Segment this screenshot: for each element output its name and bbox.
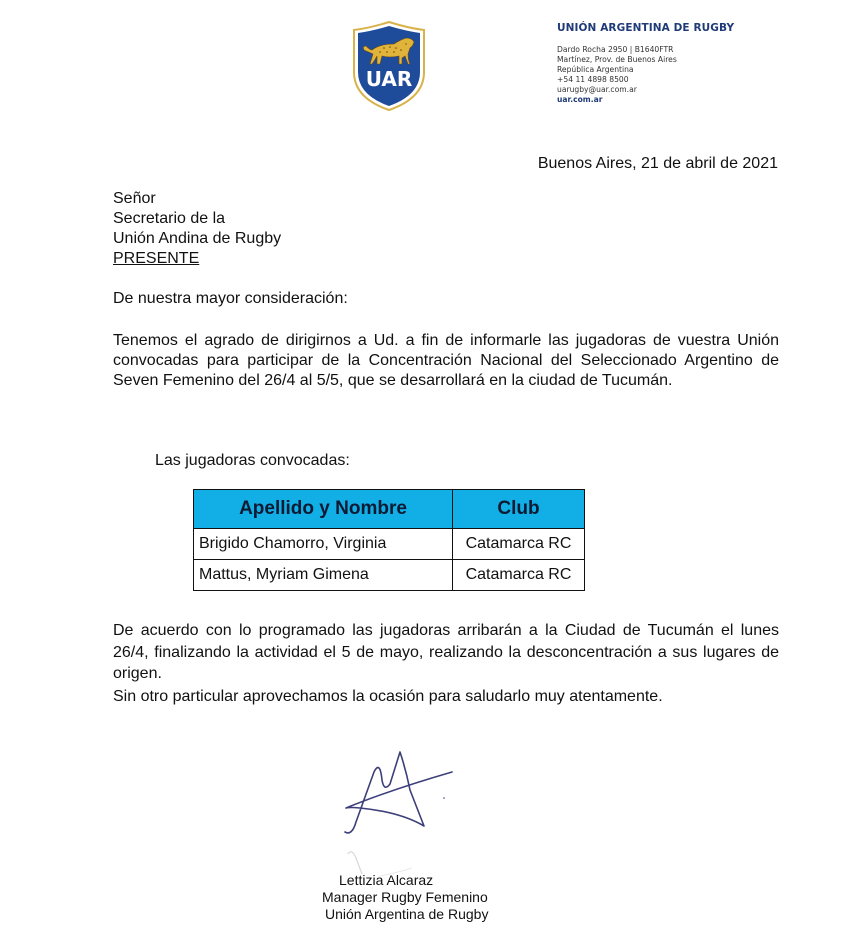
- svg-text:UAR: UAR: [365, 67, 413, 91]
- date-line: Buenos Aires, 21 de abril de 2021: [537, 155, 778, 172]
- players-list-intro: Las jugadoras convocadas:: [155, 452, 350, 469]
- website-link[interactable]: uar.com.ar: [557, 95, 603, 104]
- table-header-row: [194, 490, 585, 529]
- recipient-organization: Unión Andina de Rugby: [113, 230, 282, 247]
- signer-name: Lettizia Alcaraz: [339, 872, 434, 888]
- address-street: Dardo Rocha 2950 | B1640FTR: [557, 45, 674, 54]
- recipient-position: Secretario de la: [113, 210, 226, 227]
- recipient-presente: PRESENTE: [113, 250, 200, 267]
- org-name: UNIÓN ARGENTINA DE RUGBY: [557, 22, 735, 34]
- table-row: [194, 529, 585, 560]
- column-header-name: Apellido y Nombre: [194, 490, 453, 529]
- address-city: Martínez, Prov. de Buenos Aires: [557, 55, 677, 64]
- email-link[interactable]: uarugby@uar.com.ar: [557, 85, 637, 94]
- address-country: República Argentina: [557, 65, 634, 74]
- table-row: [194, 560, 585, 591]
- body-paragraph-2: De acuerdo con lo programado las jugadoras arribarán a la Ciudad de Tucumán el lunes 26/4, finalizando la actividad el 5 de mayo, realizando la desconcentración a sus lugares de origen.: [113, 622, 779, 682]
- player-club: Catamarca RC: [453, 560, 585, 591]
- player-name: Mattus, Myriam Gimena: [194, 560, 453, 591]
- player-name: Brigido Chamorro, Virginia: [194, 529, 453, 560]
- column-header-club: Club: [453, 490, 585, 529]
- player-club: Catamarca RC: [453, 529, 585, 560]
- closing-line: Sin otro particular aprovechamos la ocasión para saludarlo muy atentamente.: [113, 688, 663, 705]
- body-paragraph-1: Tenemos el agrado de dirigirnos a Ud. a fin de informarle las jugadoras de vuestra Unión convocadas para participar de la Concentración Nacional del Seleccionado Argentino de Seven Femenino del 26/4 al 5/5, que se desarrollará en la ciudad de Tucumán.: [113, 332, 779, 389]
- players-table: [193, 489, 585, 591]
- signature-icon: [340, 750, 455, 880]
- recipient-title: Señor: [113, 190, 156, 207]
- recipient-block: [113, 189, 281, 269]
- signer-organization: Unión Argentina de Rugby: [325, 906, 489, 922]
- uar-shield-icon: [350, 20, 428, 112]
- handwritten-signature: [340, 750, 455, 880]
- signer-title: Manager Rugby Femenino: [322, 889, 488, 905]
- uar-logo: [350, 20, 428, 112]
- letterhead-contact: [557, 22, 797, 105]
- salutation: De nuestra mayor consideración:: [113, 290, 348, 307]
- phone-number: +54 11 4898 8500: [557, 75, 629, 84]
- signature-block: [322, 872, 488, 923]
